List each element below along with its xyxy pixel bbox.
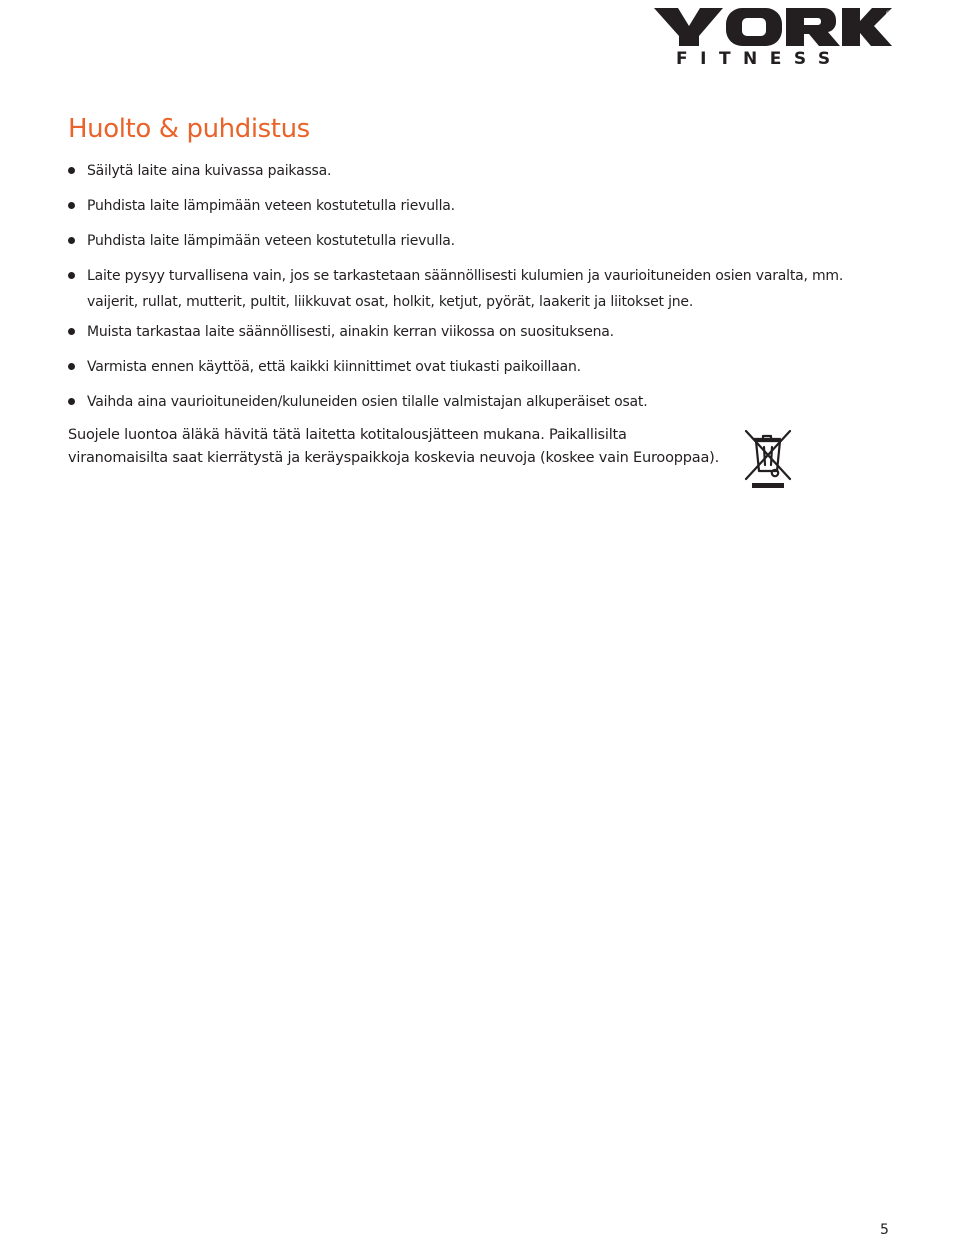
list-item <box>68 158 898 184</box>
list-item <box>68 228 898 254</box>
bullet-icon <box>68 202 75 209</box>
york-fitness-logo-graphic <box>652 4 892 66</box>
list-item-text: Varmista ennen käyttöä, että kaikki kiinnittimet ovat tiukasti paikoillaan. <box>87 359 581 375</box>
list-item-text: Muista tarkastaa laite säännöllisesti, ainakin kerran viikossa on suosituksena. <box>87 324 614 340</box>
page-number: 5 <box>880 1222 889 1238</box>
section-heading: Huolto & puhdistus <box>68 114 310 144</box>
york-fitness-logo <box>652 4 892 66</box>
list-item-text: Vaihda aina vaurioituneiden/kuluneiden osien tilalle valmistajan alkuperäiset osat. <box>87 394 648 410</box>
list-item-text: Säilytä laite aina kuivassa paikassa. <box>87 163 332 179</box>
recycling-notice: Suojele luontoa äläkä hävitä tätä laitetta kotitalousjätteen mukana. Paikallisilta viranomaisilta saat kierrätystä ja keräyspaikkoja koskevia neuvoja (koskee vain Eurooppaa). <box>68 427 720 466</box>
registered-mark: ® <box>885 10 892 18</box>
list-item-text: Laite pysyy turvallisena vain, jos se tarkastetaan säännöllisesti kulumien ja vaurioituneiden osien varalta, mm. vaijerit, rullat, mutterit, pultit, liikkuvat osat, holkit, ketjut, pyörät, laakerit ja liitokset jne. <box>87 268 844 310</box>
bullet-icon <box>68 328 75 335</box>
bullet-icon <box>68 237 75 244</box>
list-item <box>68 389 898 415</box>
list-item <box>68 193 898 219</box>
bullet-icon <box>68 272 75 279</box>
bullet-icon <box>68 398 75 405</box>
logo-subtitle: FITNESS <box>676 49 843 66</box>
list-item-text: Puhdista laite lämpimään veteen kostutetulla rievulla. <box>87 233 455 249</box>
list-item <box>68 263 898 315</box>
bullet-icon <box>68 167 75 174</box>
bullet-icon <box>68 363 75 370</box>
list-item <box>68 319 898 345</box>
list-item-text: Puhdista laite lämpimään veteen kostutetulla rievulla. <box>87 198 455 214</box>
crossed-out-wheelie-bin-icon <box>742 427 794 491</box>
list-item <box>68 354 898 380</box>
